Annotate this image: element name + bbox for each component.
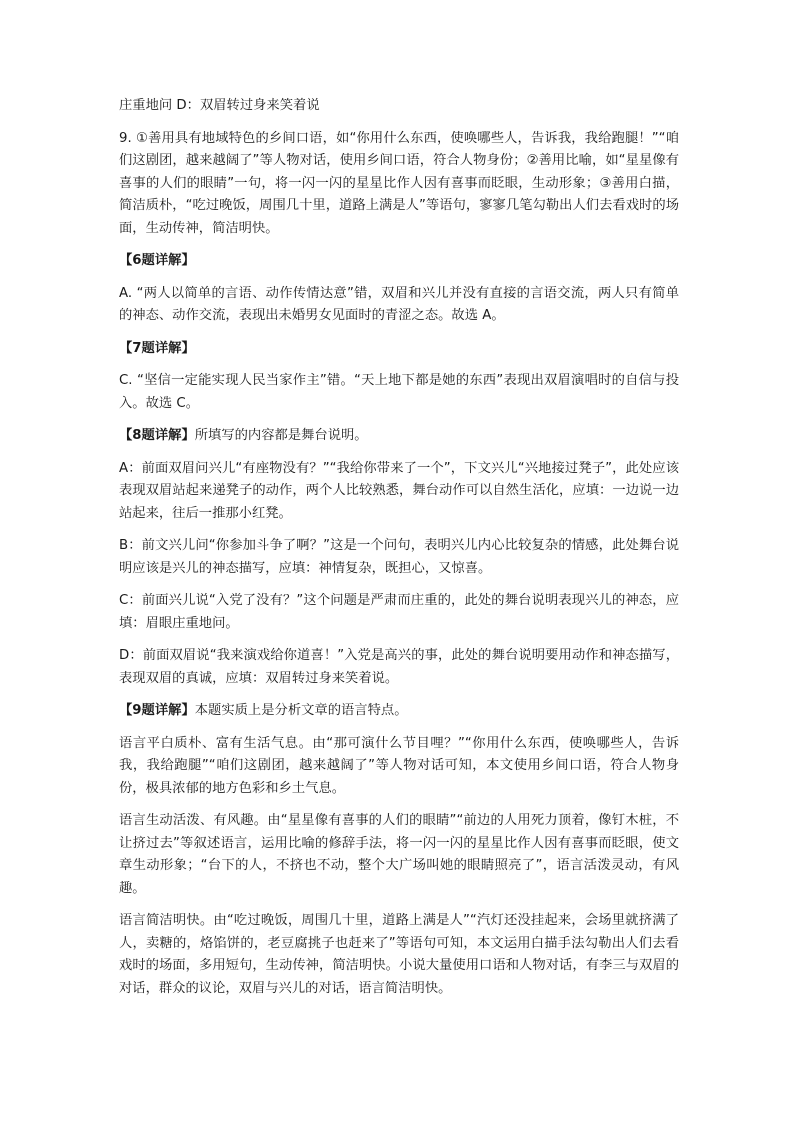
paragraph-answer-continuation: 庄重地问 D：双眉转过身来笑着说 <box>119 98 320 113</box>
q8-intro-text: 所填写的内容都是舞台说明。 <box>194 428 368 443</box>
paragraph-q8-b: B：前文兴儿问“你参加斗争了啊？”这是一个问句，表明兴儿内心比较复杂的情感，此处舞台说明应该是兴儿的神态描写，应填：神情复杂，既担心，又惊喜。 <box>119 538 679 576</box>
paragraph-q7-detail: C. “坚信一定能实现人民当家作主”错。“天上地下都是她的东西”表现出双眉演唱时的自信与投入。故选 C。 <box>119 373 679 411</box>
heading-q6-detail: 【6题详解】 <box>119 253 195 268</box>
heading-q8-detail: 【8题详解】 <box>119 428 195 443</box>
heading-q7-detail: 【7题详解】 <box>119 340 195 356</box>
q9-intro-text: 本题实质上是分析文章的语言特点。 <box>194 703 408 718</box>
paragraph-q6-detail: A. “两人以简单的言语、动作传情达意”错，双眉和兴儿并没有直接的言语交流，两人只有简单的神态、动作交流，表现出未婚男女见面时的青涩之态。故选 A。 <box>119 285 679 323</box>
heading-q9-detail: 【9题详解】 <box>119 703 195 718</box>
paragraph-q8-c: C：前面兴儿说“入党了没有？”这个问题是严肃而庄重的，此处的舞台说明表现兴儿的神态，应填：眉眼庄重地问。 <box>119 593 679 631</box>
paragraph-q8-intro <box>119 425 679 448</box>
paragraph-q9-c: 语言简洁明快。由“吃过晚饭，周围几十里，道路上满是人”“汽灯还没挂起来，会场里就挤满了人，卖糖的，烙馅饼的，老豆腐挑子也赶来了”等语句可知，本文运用白描手法勾勒出人们去看戏时的场面，多用短句，生动传神，简洁明快。小说大量使用口语和人物对话，有李三与双眉的对话，群众的议论，双眉与兴儿的对话，语言简洁明快。 <box>119 913 679 996</box>
document-page <box>119 95 679 1010</box>
paragraph-q9-b: 语言生动活泼、有风趣。由“星星像有喜事的人们的眼睛”“前边的人用死力顶着，像钉木桩，不让挤过去”等叙述语言，运用比喻的修辞手法，将一闪一闪的星星比作人因有喜事而眨眼，使文章生动形象；“台下的人，不挤也不动，整个大广场叫她的眼睛照亮了”，语言活泼灵动，有风趣。 <box>119 813 679 896</box>
paragraph-q9-a: 语言平白质朴、富有生活气息。由“那可演什么节目哩？”“你用什么东西，使唤哪些人，告诉我，我给跑腿”“咱们这剧团，越来越阔了”等人物对话可知，本文使用乡间口语，符合人物身份，极具浓郁的地方色彩和乡土气息。 <box>119 735 679 796</box>
paragraph-q9-intro <box>119 700 679 723</box>
paragraph-q8-d: D：前面双眉说“我来演戏给你道喜！”入党是高兴的事，此处的舞台说明要用动作和神态描写，表现双眉的真诚，应填：双眉转过身来笑着说。 <box>119 648 679 686</box>
paragraph-q8-a: A：前面双眉问兴儿“有座物没有？”“我给你带来了一个”，下文兴儿“兴地接过凳子”，此处应该表现双眉站起来递凳子的动作，两个人比较熟悉，舞台动作可以自然生活化，应填：一边说一边站起来，往后一推那小红凳。 <box>119 460 679 521</box>
paragraph-answer-9: 9. ①善用具有地域特色的乡间口语，如“你用什么东西，使唤哪些人，告诉我，我给跑腿！”“咱们这剧团，越来越阔了”等人物对话，使用乡间口语，符合人物身份；②善用比喻，如“星星像有喜事的人们的眼睛”一句，将一闪一闪的星星比作人因有喜事而眨眼，生动形象；③善用白描，简洁质朴，“吃过晚饭，周围几十里，道路上满是人”等语句，寥寥几笔勾勒出人们去看戏时的场面，生动传神，简洁明快。 <box>119 130 679 236</box>
